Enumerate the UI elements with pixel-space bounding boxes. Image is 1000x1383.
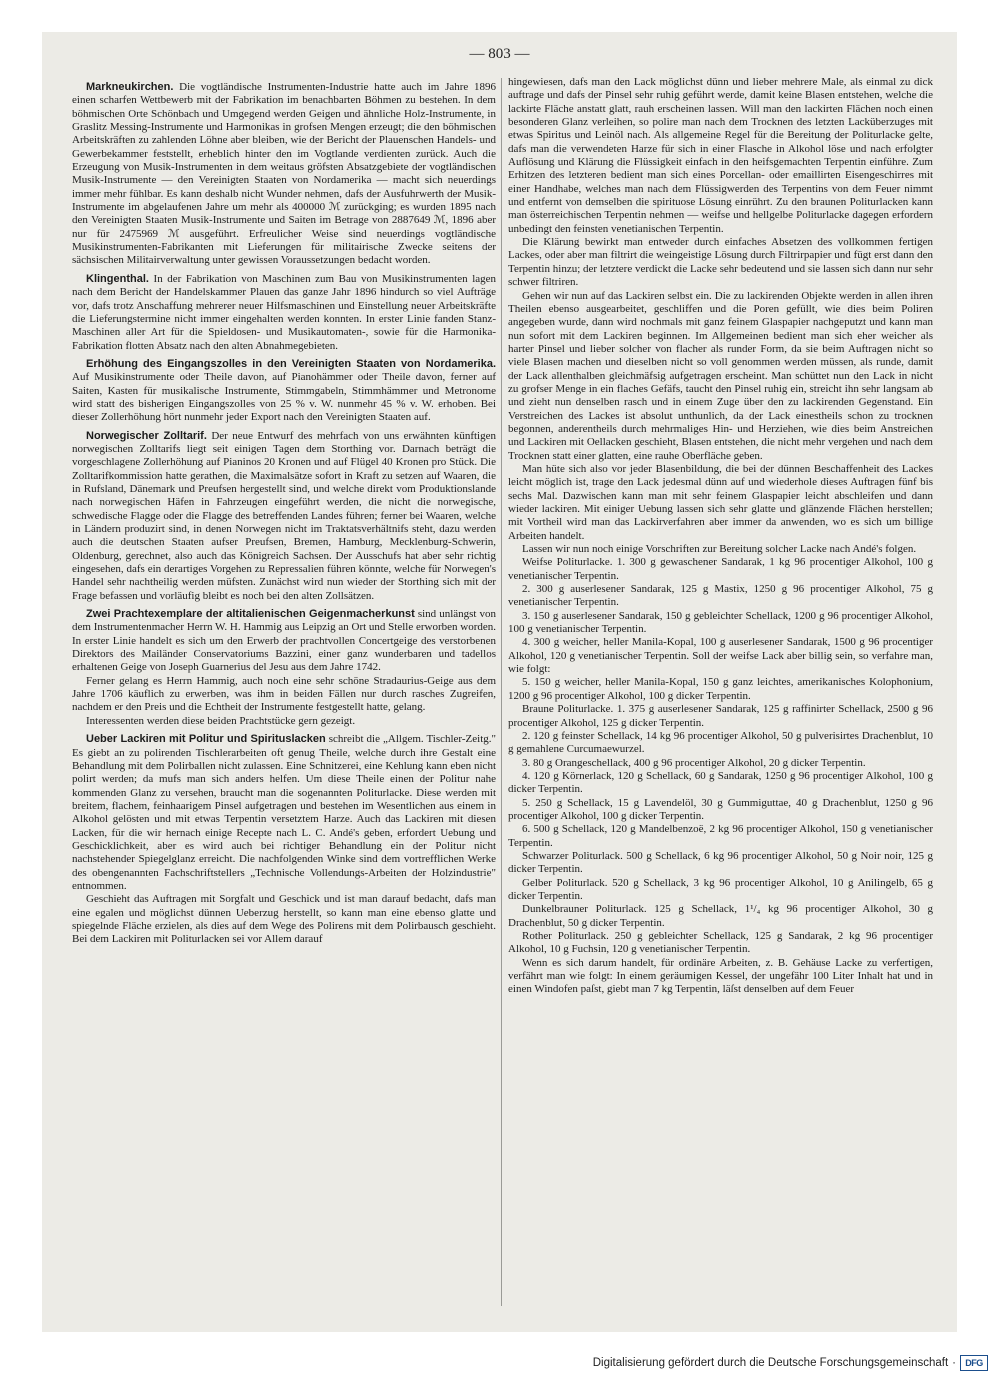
paragraph-text: Man hüte sich also vor jeder Blasenbildung, die bei der dünnen Beschaffenheit des Lackes leicht möglich ist, trage den Lack jedesmal dünn auf und wiederhole dieses Auftragen fünf bis sechs Mal. Dazwischen kann man mit sehr feinem Glaspapier leicht abschleifen und dann wieder lackiren. Mit einiger Uebung lassen sich sehr glatte und glänzende Flächen herstellen; mit Vortheil wird man das Lackirverfahren aber immer da anwenden, wo es sich um billige Arbeiten handelt. xyxy=(508,462,933,542)
paragraph xyxy=(508,823,933,850)
paragraph xyxy=(508,770,933,797)
paragraph-text: Weifse Politurlacke. 1. 300 g gewaschener Sandarak, 1 kg 96 procentiger Alkohol, 100 g venetianischer Terpentin. xyxy=(508,556,933,582)
paragraph-text: Geschieht das Auftragen mit Sorgfalt und Geschick und ist man darauf bedacht, dafs man eine egalen und möglichst dünnen Ueberzug herstellt, so kann man eine ebenso glatte und spiegelnde Fläche erzielen, als dies auf dem Wege des Polirens mit dem Polirbausch geschieht. Bei dem Lackiren mit Politurlacken sei vor Allem darauf xyxy=(72,893,496,946)
paragraph xyxy=(72,715,496,728)
paragraph xyxy=(508,703,933,730)
section-heading: Ueber Lackiren mit Politur und Spirituslacken xyxy=(86,733,326,746)
paragraph xyxy=(508,730,933,757)
paragraph xyxy=(508,636,933,676)
paragraph-text: 3. 80 g Orangeschellack, 400 g 96 procentiger Alkohol, 20 g dicker Terpentin. xyxy=(522,756,866,769)
paragraph-text: 2. 120 g feinster Schellack, 14 kg 96 procentiger Alkohol, 50 g pulverisirtes Drachenblut, 10 g gemahlene Curcumaewurzel. xyxy=(508,729,933,756)
paragraph xyxy=(72,273,496,353)
section-heading: Klingenthal. xyxy=(86,272,149,285)
paragraph xyxy=(508,543,933,556)
paragraph-text: 6. 500 g Schellack, 120 g Mandelbenzoë, 2 kg 96 procentiger Alkohol, 150 g venetianischer Terpentin. xyxy=(508,823,933,849)
paragraph xyxy=(508,850,933,877)
paragraph-text: Gelber Politurlack. 520 g Schellack, 3 kg 96 procentiger Alkohol, 10 g Anilingelb, 65 g dicker Terpentin. xyxy=(508,876,933,902)
paragraph-text: 2. 300 g auserlesener Sandarak, 125 g Mastix, 1250 g 96 procentiger Alkohol, 75 g venetianischer Terpentin. xyxy=(508,583,933,609)
paragraph-text: Gehen wir nun auf das Lackiren selbst ein. Die zu lackirenden Objekte werden in allen ihren Theilen ebenso ausgearbeitet, geschliffen und die Poren gefüllt, wie dies beim Poliren angegeben wurde, dann wird nochmals mit ganz feinem Glaspapier nachgeputzt und kann man nun sofort mit dem Lackiren beginnen. Im Allgemeinen bedient man sich eher weicher als harter Pinsel und lieber solcher von flacher als runder Form, da sie beim Auftragen nicht so viele Blasen machen und dieselben nicht so voll genommen werden müssen, als runde, damit der Lack allenthalben gleichmäfsig aufgetragen erscheint. Man schüttet nun den Lack in nicht zu grofser Menge in ein flaches Gefäfs, taucht den Pinsel ruhig ein, streicht ihn sehr langsam ab und zieht nun denselben rasch und in einem Zuge über den zu lackirenden Gegenstand. Ein Verstreichen des Lackes ist absolut unthunlich, da der Lack einestheils schon zu trocknen begonnen, anderentheils durch mehrmaliges Hin- und Herziehen, wie dies beim Anstreichen und Lackiren mit Oellacken geschieht, Blasen entstehen, die nicht mehr vergehen und nach dem Trocknen statt einer glatten, eine rauhe Oberfläche geben. xyxy=(508,289,933,462)
paragraph-text: Lassen wir nun noch einige Vorschriften zur Bereitung solcher Lacke nach Andé's folgen. xyxy=(522,543,917,556)
paragraph xyxy=(508,610,933,637)
paragraph-text: 4. 120 g Körnerlack, 120 g Schellack, 60 g Sandarak, 1250 g 96 procentiger Alkohol, 100 g dicker Terpentin. xyxy=(508,769,933,796)
paragraph xyxy=(508,556,933,583)
section-heading: Markneukirchen. xyxy=(86,81,174,93)
footer xyxy=(593,1355,988,1371)
paragraph-text: schreibt die „Allgem. Tischler-Zeitg." Es giebt an zu polirenden Tischlerarbeiten oft genug Theile, welche durch ihre Gestalt eine Behandlung mit dem Polirballen nicht zulassen. Eine Schnitzerei, eine Kehlung kann eben nicht polirt werden; da mufs man sich anders helfen. Um diese Theile einen der Politur nahe kommenden Glanz zu versehen, braucht man die sogenannten Politurlacke. Diese werden mit breitem, flachem, feinhaarigem Pinsel aufgetragen und bestehen im Wesentlichen aus einem in Alkohol gelösten und mit etwas Terpentin versetztem Harze. Auch das Lackiren mit diesen Lacken, für die wir hernach einige Recepte nach L. C. Andé's geben, erfordert Uebung und Geschicklichkeit, aber es wird auch bei richtiger Behandlung ein der Politur nicht nachstehender Spiegelglanz erreicht. Die nachfolgenden Winke sind dem vortrefflichen Werke des obengenannten Fachschriftstellers „Technische Vollendungs-Arbeiten der Holzindustrie" entnommen. xyxy=(72,733,496,892)
paragraph-text: Rother Politurlack. 250 g gebleichter Schellack, 125 g Sandarak, 2 kg 96 procentiger Alkohol, 10 g Fuchsin, 120 g venetianischer Terpentin. xyxy=(508,930,933,956)
paragraph-text: Auf Musikinstrumente oder Theile davon, auf Pianohämmer oder Theile davon, ferner auf Saiten, Kasten für musikalische Instrumente, Stimmgabeln, Stimmhämmer und Metronome wird statt des bisherigen Eingangszolles von 25 % v. W. nunmehr 45 % v. W. erhoben. Bei dieser Zollerhöhung hört nunmehr jeder Export nach den Vereinigten Staaten auf. xyxy=(72,371,496,424)
paragraph-text: Wenn es sich darum handelt, für ordinäre Arbeiten, z. B. Gehäuse Lacke zu verfertigen, verfährt man wie folgt: In einem geräumigen Kessel, der ungefähr 100 Liter Inhalt hat und in einen Windofen paſst, giebt man 7 kg Terpentin, läſst denselben auf dem Feuer xyxy=(508,956,933,996)
scanned-page xyxy=(42,32,957,1332)
section-heading: Zwei Prachtexemplare der altitalienischen Geigenmacherkunst xyxy=(86,608,415,621)
paragraph-text: Ferner gelang es Herrn Hammig, auch noch eine sehr schöne Stradaurius-Geige aus dem Jahre 1706 käuflich zu erwerben, was ihm in beiden Fällen nur durch rasches Zugreifen, nachdem er den Preis und die Echtheit der Instrumente festgestellt hatte, gelang. xyxy=(72,674,496,714)
page-number: — 803 — xyxy=(469,46,530,62)
paragraph xyxy=(508,236,933,289)
column-divider xyxy=(501,78,502,1306)
dfg-logo-icon: DFG xyxy=(960,1355,988,1371)
paragraph xyxy=(508,903,933,930)
left-column xyxy=(72,76,496,947)
paragraph xyxy=(72,81,496,268)
paragraph xyxy=(508,676,933,703)
paragraph-text: Braune Politurlacke. 1. 375 g auserlesener Sandarak, 125 g raffinirter Schellack, 2500 g 96 procentiger Alkohol, 125 g dicker Terpentin. xyxy=(508,703,933,729)
paragraph xyxy=(72,358,496,425)
paragraph-text: hingewiesen, dafs man den Lack möglichst dünn und lieber mehrere Male, als einmal zu dick auftrage und dafs der Pinsel sehr ruhig geführt werde, damit keine Blasen entstehen, welche die lackirte Fläche anstatt glatt, rauh erscheinen lassen. Will man den lackirten Flächen noch einen besonderen Glanz verleihen, so polire man nach dem Trocknen des letzten Lacküberzuges mit etwas Spiritus und Leinöl nach. Als allgemeine Regel für die Bereitung der Politurlacke gelte, dafs man die verwendeten Harze für sich in einer Flasche in Alkohol löse und nach erfolgter Auflösung und Klärung die Flüssigkeit einfach in den heifsgemachten Terpentin einführe. Zum Erhitzen des letzteren bedient man sich eines Porcellan- oder emaillirten Eisengeschirres mit einer Handhabe, welches man nach dem Flüssigwerden des Terpentins von dem Feuer nimmt und entfernt von demselben die spirituose Lösung einrührt. Zu den braunen Politurlacken kann man österreichischen Terpentin nehmen — weifse und hellgelbe Politurlacke dagegen erfordern unbedingt den feinsten venetianischen Terpentin. xyxy=(508,76,933,235)
paragraph xyxy=(72,893,496,946)
paragraph-text: Schwarzer Politurlack. 500 g Schellack, 6 kg 96 procentiger Alkohol, 50 g Noir noir, 125 g dicker Terpentin. xyxy=(508,849,933,876)
paragraph xyxy=(508,76,933,236)
paragraph xyxy=(508,930,933,957)
paragraph xyxy=(508,583,933,610)
paragraph-text: Interessenten werden diese beiden Prachtstücke gern gezeigt. xyxy=(86,714,356,727)
paragraph-text: Dunkelbrauner Politurlack. 125 g Schellack, 1¹/₄ kg 96 procentiger Alkohol, 30 g Drachenblut, 50 g dicker Terpentin. xyxy=(508,903,933,929)
paragraph xyxy=(72,608,496,675)
paragraph-text: sind unlängst von dem Instrumentenmacher Herrn W. H. Hammig aus Leipzig an Ort und Stelle erworben worden. In erster Linie handelt es sich um den Erwerb der prachtvollen Concertgeige des verstorbenen Direktors des Mailänder Conservatoriums Bazzini, einer ganz wunderbaren und tadellos erhaltenen Geige von Joseph Guarnerius del Jesu aus dem Jahre 1742. xyxy=(72,608,496,674)
paragraph-text: Die Klärung bewirkt man entweder durch einfaches Absetzen des vollkommen fertigen Lackes, oder aber man filtrirt die weingeistige Lösung durch Filtrirpapier und fügt erst dann den Terpentin hinzu; der letztere verdickt die Lacke sehr bedeutend und sie lassen sich dann nur sehr schwer filtriren. xyxy=(508,236,933,289)
paragraph-text: Die vogtländische Instrumenten-Industrie hatte auch im Jahre 1896 einen scharfen Wettbewerb mit der Fabrikation im benachbarten Böhmen zu bestehen. In dem böhmischen Orte Schönbach und Umgegend werden Geigen und ähnliche Holz-Instrumente, in Graslitz Messing-Instrumente und Harmonikas in grofsen Mengen erzeugt; die den böhmischen Arbeitskräften zu zahlenden Löhne aber bleiben, wie der Bericht der Plauenschen Handels- und Gewerbekammer feststellt, erheblich hinter den im Vogtlande verdienten zurück. Auch die Erzeugung von Musik-Instrumenten in dem weitaus gröfsten Absatzgebiete der vogtländischen Musik-Instrumente — den Vereinigten Staaten von Nordamerika — macht sich neuerdings immer mehr fühlbar. Es kann deshalb nicht Wunder nehmen, dafs der Ausfuhrwerth der Musik-Instrumente im abgelaufenen Jahre um mehr als 400000 ℳ zurückging; es wurden 1895 nach den Vereinigten Staaten Musik-Instrumente und Saiten im Betrage von 2887649 ℳ, 1896 aber nur für 2475969 ℳ ausgeführt. Erfreulicher Weise sind neuerdings vogtländische Musikinstrumenten-Fabrikanten mit Lieferungen für militairische Zwecke seitens der sächsischen Militairverwaltung unter gewissen Voraussetzungen bedacht worden. xyxy=(72,81,497,267)
paragraph xyxy=(508,463,933,543)
section-heading: Norwegischer Zolltarif. xyxy=(86,429,207,442)
paragraph-text: 5. 250 g Schellack, 15 g Lavendelöl, 30 g Gummiguttae, 40 g Drachenblut, 1250 g 96 procentiger Alkohol, 100 g dicker Terpentin. xyxy=(508,796,933,822)
paragraph xyxy=(508,877,933,904)
paragraph xyxy=(508,957,933,997)
footer-credit: Digitalisierung gefördert durch die Deutsche Forschungsgemeinschaft xyxy=(592,1357,949,1369)
paragraph-text: In der Fabrikation von Maschinen zum Bau von Musikinstrumenten lagen nach dem Bericht der Handelskammer Plauen das ganze Jahr 1896 hindurch so viel Aufträge vor, dafs trotz Anschaffung mehrerer neuer Hilfsmaschinen und Einstellung neuer Arbeitskräfte die Lieferungstermine nicht immer eingehalten werden konnten. In erster Linie fanden Stanz-Maschinen aller Art für die Spieldosen- und Musikautomaten-, sowie für die Harmonika-Fabrikation flotten Absatz nach den alten Abnahmegebieten. xyxy=(72,272,497,352)
paragraph xyxy=(508,290,933,463)
paragraph-text: 3. 150 g auserlesener Sandarak, 150 g gebleichter Schellack, 1200 g 96 procentiger Alkohol, 100 g venetianischer Terpentin. xyxy=(508,609,933,636)
paragraph xyxy=(72,430,496,603)
paragraph-text: Der neue Entwurf des mehrfach von uns erwähnten künftigen norwegischen Zolltarifs liegt seit einigen Tagen dem Storthing vor. Darnach beträgt die vorgeschlagene Zollerhöhung auf Pianinos 20 Kronen und auf Flügel 40 Kronen pro Stück. Die Zolltarifkommission hatte gerathen, die Maximalsätze sofort in Kraft zu setzen auf Waaren, die in Rufsland, Dänemark und Preufsen hergestellt sind, und welche direkt vom Produktionslande nach norwegischen Häfen in Fahrzeugen eingeführt werden, die nicht die norwegische, schwedische Flagge oder die Flagge des betreffenden Landes führen; ferner bei Waaren, welche in Ländern produzirt sind, in denen Norwegen nicht im Traktatsverhältnifs steht, dazu werden auch die deutschen Staaten aufser Preufsen, Bremen, Hamburg, Mecklenburg-Schwerin, Oldenburg, gerechnet, also auch das Königreich Sachsen. Der Ausschufs hat aber sehr richtig eingesehen, dafs ein derartiges Vorgehen zu Repressalien führen könnte, welche für Norwegen's Handel sehr nachtheilig werden müfsten. Zunächst wird nun wieder der Storthing sich mit der Frage befassen und vorläufig bleibt es noch bei den alten Zollsätzen. xyxy=(72,429,496,602)
paragraph-text: 5. 150 g weicher, heller Manila-Kopal, 150 g ganz leichtes, amerikanisches Kolophonium, 1200 g 96 procentiger Alkohol, 100 g dicker Terpentin. xyxy=(508,676,933,702)
right-column xyxy=(508,76,933,997)
paragraph-text: 4. 300 g weicher, heller Manila-Kopal, 100 g auserlesener Sandarak, 1500 g 96 procentiger Alkohol, 120 g venetianischer Terpentin. Soll der weifse Lack aber billig sein, so verfahre man, wie folgt: xyxy=(508,636,933,676)
paragraph xyxy=(72,733,496,893)
paragraph xyxy=(72,675,496,715)
section-heading: Erhöhung des Eingangszolles in den Vereinigten Staaten von Nordamerika. xyxy=(86,357,496,370)
paragraph xyxy=(508,797,933,824)
paragraph xyxy=(508,757,933,770)
footer-separator-dot: · xyxy=(952,1357,956,1369)
